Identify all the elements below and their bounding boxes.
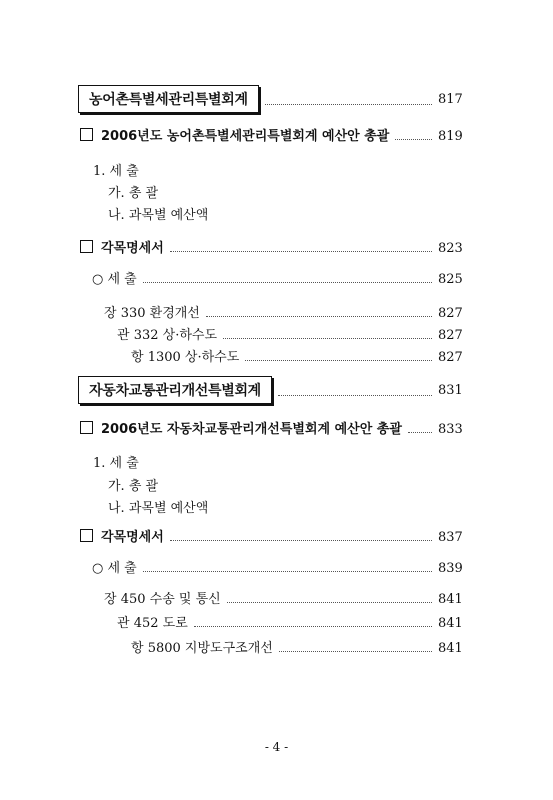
page-number: 819 (438, 129, 463, 144)
page-number: 825 (438, 272, 463, 287)
jang-entry (104, 588, 462, 607)
jang-label: 장 330 환경개선 (104, 306, 200, 321)
gwan-label: 관 332 상·하수도 (117, 328, 218, 343)
page-number: 823 (438, 241, 463, 256)
leader-dots (170, 539, 432, 541)
hang-entry (131, 637, 462, 656)
leader-dots (408, 431, 432, 433)
leader-dots (227, 601, 432, 603)
leader-dots (206, 315, 432, 317)
section-header: 농어촌특별세관리특별회계 (78, 85, 259, 113)
subsection-item: 나. 과목별 예산액 (108, 208, 209, 223)
gwan-entry (117, 324, 462, 343)
expense-entry (92, 557, 462, 576)
summary-entry (80, 125, 462, 144)
expense-entry (92, 268, 462, 287)
leader-dots (223, 337, 432, 339)
subsection-item: 가. 총 괄 (108, 479, 159, 494)
leader-dots (143, 570, 432, 572)
leader-dots (265, 103, 432, 105)
gwan-entry (117, 612, 462, 631)
section-header: 자동차교통관리개선특별회계 (78, 376, 272, 404)
page-number: 837 (438, 530, 463, 545)
leader-dots (245, 359, 432, 361)
checkbox-icon (80, 529, 93, 542)
summary-label-wrap (80, 418, 402, 437)
leader-dots (278, 394, 432, 396)
detail-label: 각목명세서 (101, 241, 164, 256)
hang-label: 항 5800 지방도구조개선 (131, 641, 273, 656)
gwan-label: 관 452 도로 (117, 616, 188, 631)
subsection-title: 1. 세 출 (93, 456, 139, 471)
page-footer: - 4 - (264, 740, 289, 754)
detail-entry (80, 237, 462, 256)
jang-label: 장 450 수송 및 통신 (104, 592, 221, 607)
section-header-row (78, 376, 462, 404)
summary-entry (80, 418, 462, 437)
page-number: 841 (438, 616, 463, 631)
detail-label-wrap (80, 526, 164, 545)
expense-label: ○ 세 출 (92, 561, 137, 576)
leader-dots (395, 138, 432, 140)
expense-label: ○ 세 출 (92, 272, 137, 287)
detail-label: 각목명세서 (101, 530, 164, 545)
page-number: 833 (438, 422, 463, 437)
page-number: 841 (438, 641, 463, 656)
summary-label: 2006년도 자동차교통관리개선특별회계 예산안 총괄 (101, 422, 402, 437)
leader-dots (279, 650, 432, 652)
checkbox-icon (80, 421, 93, 434)
checkbox-icon (80, 240, 93, 253)
page-number: 841 (438, 592, 463, 607)
detail-entry (80, 526, 462, 545)
leader-dots (194, 625, 432, 627)
hang-label: 항 1300 상·하수도 (131, 350, 240, 365)
detail-label-wrap (80, 237, 164, 256)
leader-dots (143, 281, 432, 283)
page-number: 831 (438, 382, 463, 398)
summary-label-wrap (80, 125, 389, 144)
page-number: 827 (438, 306, 463, 321)
page-number: 839 (438, 561, 463, 576)
page-number: 827 (438, 350, 463, 365)
subsection-item: 나. 과목별 예산액 (108, 501, 209, 516)
hang-entry (131, 346, 462, 365)
page-number: 827 (438, 328, 463, 343)
page-number: 817 (438, 91, 463, 107)
subsection-title: 1. 세 출 (93, 164, 139, 179)
jang-entry (104, 302, 462, 321)
summary-label: 2006년도 농어촌특별세관리특별회계 예산안 총괄 (101, 129, 390, 144)
checkbox-icon (80, 128, 93, 141)
leader-dots (170, 250, 432, 252)
subsection-item: 가. 총 괄 (108, 186, 159, 201)
section-header-row (78, 85, 462, 113)
